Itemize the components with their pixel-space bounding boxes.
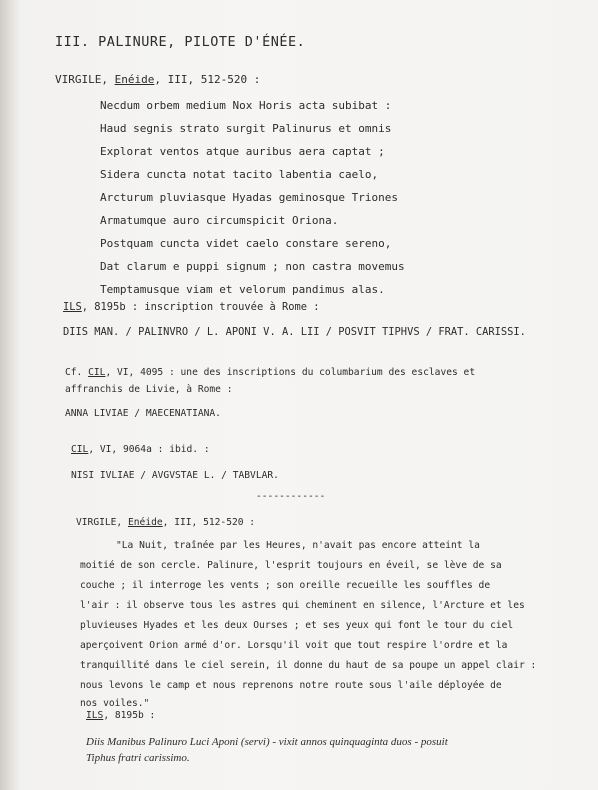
ils-citation-2 <box>86 710 155 721</box>
inscription-text: ANNA LIVIAE / MAECENATIANA. <box>65 408 221 419</box>
author-name: VIRGILE, <box>55 73 108 86</box>
inscription-text: NISI IVLIAE / AVGVSTAE L. / TABVLAR. <box>71 470 279 481</box>
cil-ref: CIL <box>71 444 89 455</box>
translation-line: l'air : il observe tous les astres qui cheminent en silence, l'Arcture et les <box>80 600 525 611</box>
ils-ref: ILS <box>86 710 104 721</box>
translation-line: tranquillité dans le ciel serein, il donne du haut de sa poupe un appel clair : <box>80 660 537 671</box>
cf-citation <box>65 367 475 378</box>
poem-line: Haud segnis strato surgit Palinurus et omnis <box>100 122 392 135</box>
ils-desc: , 8195b : <box>103 710 156 721</box>
cf-desc-2: affranchis de Livie, à Rome : <box>65 384 233 395</box>
translation-line: nous levons le camp et nous reprenons notre route sous l'aile déployée de <box>80 680 502 691</box>
ils-citation <box>63 301 320 313</box>
poem-line: Dat clarum e puppi signum ; non castra movemus <box>100 260 405 273</box>
work-title: Enéide <box>114 73 155 86</box>
poem-line: Postquam cuncta videt caelo constare sereno, <box>100 237 392 250</box>
poem-line: Temptamusque viam et velorum pandimus alas. <box>100 283 385 296</box>
cil-ref: CIL <box>88 367 106 378</box>
cil-desc: , VI, 9064a : ibid. : <box>88 444 210 455</box>
cf-desc-1: , VI, 4095 : une des inscriptions du columbarium des esclaves et <box>105 367 476 378</box>
translation-line: pluvieuses Hyades et les deux Ourses ; et ses yeux qui font le tour du ciel <box>80 620 514 631</box>
cf-prefix: Cf. <box>65 367 89 378</box>
inscription-expansion-line: Tiphus fratri carissimo. <box>86 752 190 764</box>
translation-line: moitié de son cercle. Palinure, l'esprit toujours en éveil, se lève de sa <box>80 560 502 571</box>
inscription-text: DIIS MAN. / PALINVRO / L. APONI V. A. LII / POSVIT TIPHVS / FRAT. CARISSI. <box>63 326 526 338</box>
translation-line: couche ; il interroge les vents ; son oreille recueille les souffles de <box>80 580 491 591</box>
separator-line: ------------ <box>256 491 326 502</box>
cil-citation <box>71 444 210 455</box>
citation-ref: , III, 512-520 : <box>154 73 261 86</box>
ils-desc: , 8195b : inscription trouvée à Rome : <box>81 301 320 313</box>
citation-ref: , III, 512-520 : <box>162 517 256 528</box>
poem-line: Explorat ventos atque auribus aera captat ; <box>100 145 385 158</box>
poem-line: Sidera cuncta notat tacito labentia caelo, <box>100 168 379 181</box>
inscription-expansion-line: Diis Manibus Palinuro Luci Aponi (servi) - vixit annos quinquaginta duos - posuit <box>86 736 448 748</box>
author-name: VIRGILE, <box>76 517 123 528</box>
translation-line: "La Nuit, traînée par les Heures, n'avait pas encore atteint la <box>116 540 480 551</box>
ils-ref: ILS <box>63 301 82 313</box>
poem-line: Arcturum pluviasque Hyadas geminosque Triones <box>100 191 399 204</box>
work-title: Enéide <box>128 517 163 528</box>
poem-line: Necdum orbem medium Nox Horis acta subibat : <box>100 99 392 112</box>
poem-line: Armatumque auro circumspicit Oriona. <box>100 214 339 227</box>
source-citation-2 <box>76 517 255 528</box>
section-heading: III. PALINURE, PILOTE D'ÉNÉE. <box>55 34 306 50</box>
translation-line: aperçoivent Orion armé d'or. Lorsqu'il voit que tout respire l'ordre et la <box>80 640 508 651</box>
translation-line: nos voiles." <box>80 698 150 709</box>
source-citation-1 <box>55 73 260 86</box>
